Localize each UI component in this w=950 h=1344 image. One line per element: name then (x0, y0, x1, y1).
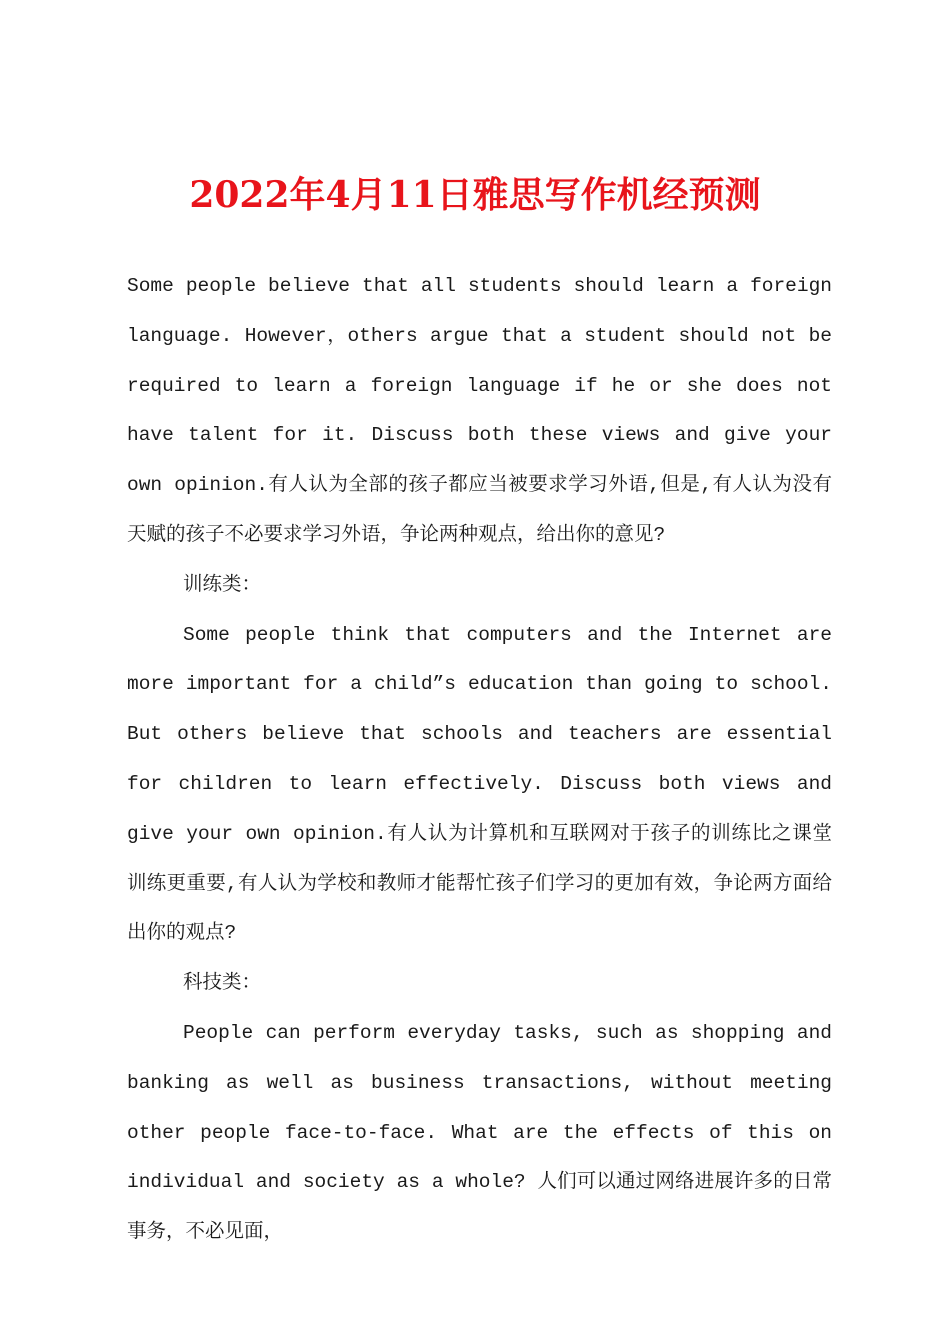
document-body (127, 262, 832, 1258)
paragraph-1-english: Some people believe that all students should learn a foreign language. However，others argue that a student should not be required to learn a foreign language if he or she does not have talent for it. Discuss both these views and give your own opinion. (127, 275, 832, 497)
paragraph-2-chinese: 有人认为计算机和互联网对于孩子的训练比之课堂训练更重要,有人认为学校和教师才能帮忙孩子们学习的更加有效，争论两方面给出你的观点? (127, 822, 832, 945)
paragraph-2 (127, 611, 832, 960)
category-heading-education: 训练类： (183, 573, 262, 596)
category-heading-technology: 科技类： (183, 972, 262, 995)
paragraph-3-english: People can perform everyday tasks, such as shopping and banking as well as business transactions, without meeting other people face-to-face. What are the effects of this on individual and society as a whole? (127, 1021, 832, 1194)
document-title: 2022年4月11日雅思写作机经预测 (189, 174, 761, 216)
paragraph-3-chinese: 人们可以通过网络进展许多的日常事务，不必见面， (127, 1171, 832, 1244)
paragraph-1 (127, 262, 832, 561)
paragraph-2-english: Some people think that computers and the Internet are more important for a child”s education than going to school. But others believe that schools and teachers are essential for children to learn effectively. Discuss both views and give your own opinion. (127, 623, 832, 845)
paragraph-3 (127, 1009, 832, 1258)
paragraph-1-chinese: 有人认为全部的孩子都应当被要求学习外语,但是,有人认为没有天赋的孩子不必要求学习外语，争论两种观点，给出你的意见? (127, 474, 832, 546)
